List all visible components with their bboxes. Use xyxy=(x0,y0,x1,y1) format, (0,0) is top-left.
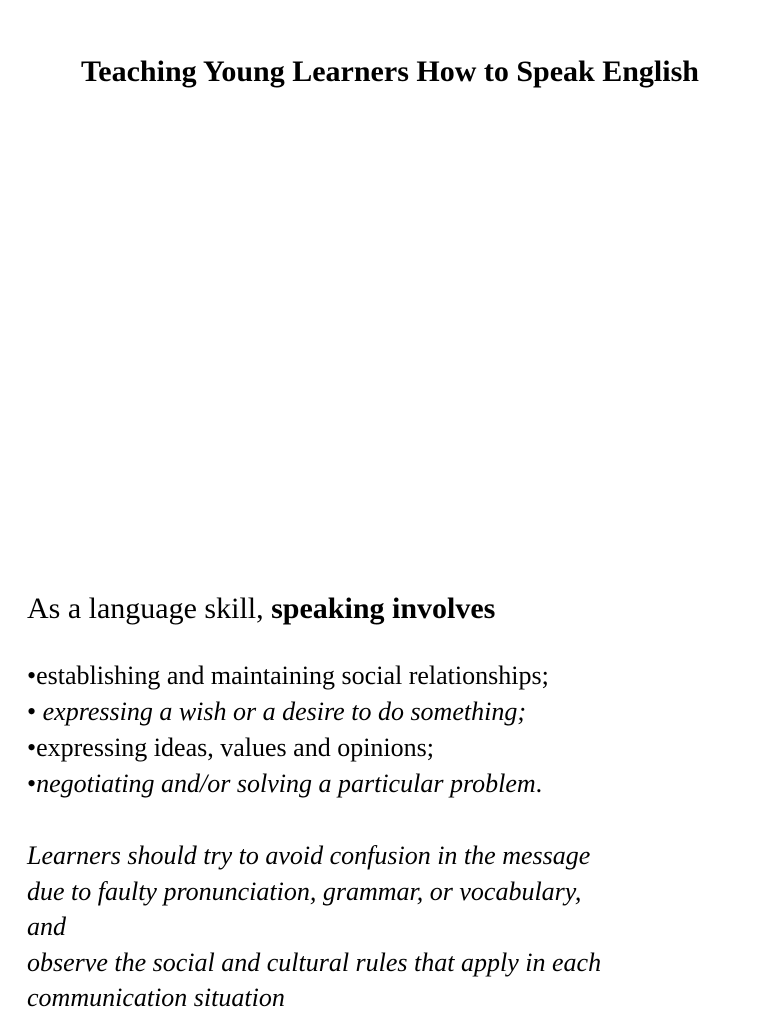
speaking-skills-list xyxy=(27,658,757,802)
closing-line: and xyxy=(27,912,66,941)
bullet-marker: • xyxy=(27,661,37,690)
list-item xyxy=(27,694,757,730)
list-item-suffix: . xyxy=(535,769,543,798)
closing-line: communication situation xyxy=(27,983,285,1012)
bullet-marker: • xyxy=(27,769,37,798)
intro-emphasis: speaking involves xyxy=(271,592,496,625)
bullet-marker: • xyxy=(27,733,37,762)
intro-prefix: As a language skill, xyxy=(27,592,272,625)
closing-line: Learners should try to avoid confusion in the message xyxy=(27,841,591,870)
list-item xyxy=(27,766,757,802)
list-item xyxy=(27,730,757,766)
bullet-marker: • xyxy=(27,697,43,726)
list-item-text: expressing a wish or a desire to do something; xyxy=(42,697,526,726)
intro-sentence xyxy=(27,590,757,628)
list-item-text: establishing and maintaining social relationships; xyxy=(36,661,549,690)
list-item-text: expressing ideas, values and opinions; xyxy=(36,733,434,762)
document-body xyxy=(27,590,757,1016)
list-item xyxy=(27,658,757,694)
closing-line: due to faulty pronunciation, grammar, or vocabulary, xyxy=(27,876,582,906)
closing-paragraph xyxy=(27,838,757,1016)
closing-line: observe the social and cultural rules that apply in each xyxy=(27,947,602,977)
list-item-text: negotiating and/or solving a particular problem xyxy=(36,769,536,798)
document-title: Teaching Young Learners How to Speak English xyxy=(81,55,699,88)
